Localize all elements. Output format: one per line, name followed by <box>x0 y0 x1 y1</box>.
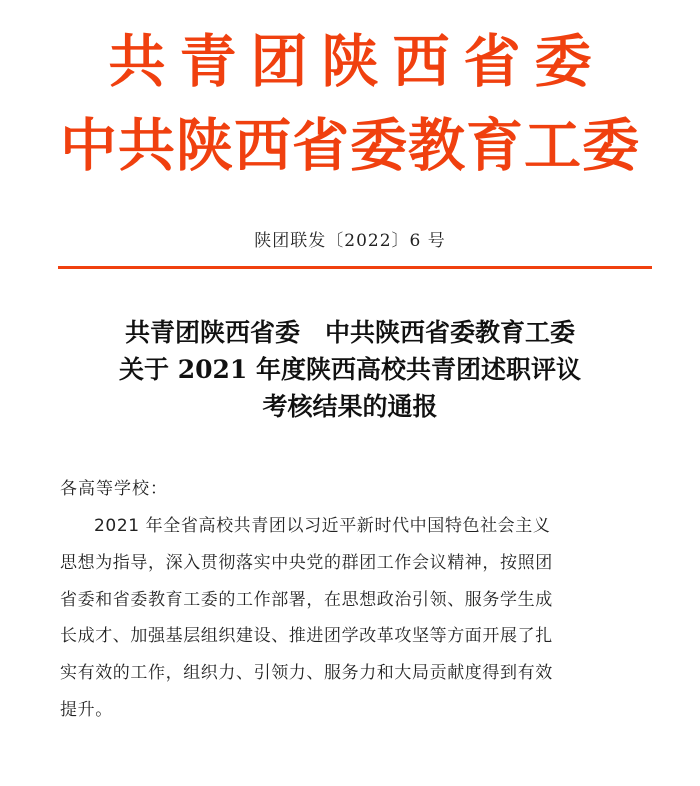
org-header-line-2: 中共陕西省委教育工委 <box>60 112 640 179</box>
body-paragraph <box>60 508 660 729</box>
body-line-6: 提升。 <box>60 699 113 720</box>
body-line-2: 思想为指导，深入贯彻落实中央党的群团工作会议精神，按照团 <box>60 552 553 573</box>
document-number: 陕团联发〔2022〕6 号 <box>254 231 446 251</box>
title-line-1: 共青团陕西省委 中共陕西省委教育工委 <box>124 318 575 347</box>
body-line-1: 2021 年全省高校共青团以习近平新时代中国特色社会主义 <box>94 516 551 536</box>
title-line-3: 考核结果的通报 <box>262 392 438 421</box>
body-line-4: 长成才、加强基层组织建设、推进团学改革攻坚等方面开展了扎 <box>60 626 553 647</box>
body-line-5: 实有效的工作，组织力、引领力、服务力和大局贡献度得到有效 <box>60 663 553 684</box>
title-line-2: 关于 2021 年度陕西高校共青团述职评议 <box>119 355 581 384</box>
salutation: 各高等学校： <box>60 479 168 499</box>
red-divider-line <box>58 266 652 269</box>
body-line-3: 省委和省委教育工委的工作部署，在思想政治引领、服务学生成 <box>60 589 553 610</box>
document-title <box>0 314 700 425</box>
org-header-line-1: 共青团陕西省委 <box>108 28 606 95</box>
